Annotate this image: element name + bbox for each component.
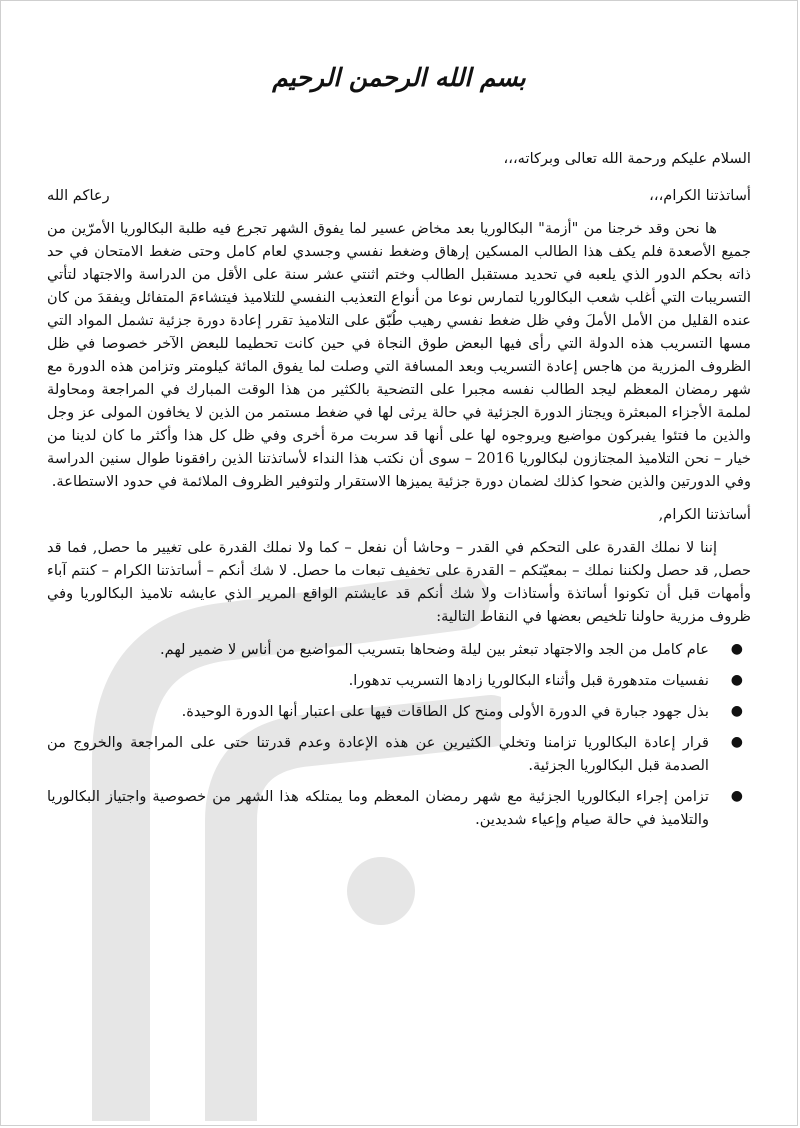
paragraph-1: ها نحن وقد خرجنا من "أزمة" البكالوريا بعد مخاض عسير لما يفوق الشهر تجرع فيه طلبة البكالوريا الأمرّين من جميع الأصعدة فلم يكف هذا الطالب المسكين إرهاق وضغط نفسي وجسدي لعام كامل وحتى ضغط الامتحان في حد ذاته بحكم الدور الذي يلعبه في تحديد مستقبل الطالب وختم اثنتي عشر سنة على الأقل من الدراسة والاجتهاد لتأتي التسريبات التي أغلب شعب البكالوريا لتمارس نوعا من أنواع التعذيب النفسي للتلاميذ فيتشاءمَ المتفائل ويفقدَ من كان عنده القليل من الأمل الأملَ وفي ظل ضغط نفسي رهيب طُبّق على التلاميذ تقرر إعادة دورة جزئية تشمل المواد التي مسها التسريب هذه الدولة التي رأى فيها البعض طوق النجاة في حين كانت تحطيما للبعض الآخر خصوصا في ظل الظروف المزرية من هاجس إعادة التسريب وبعد المسافة التي وصلت لما يفوق المائة كيلومتر وتزامن هذه الدورة مع شهر رمضان المعظم ليجد الطالب نفسه مجبرا على التضحية بالكثير من هذا الوقت المبارك في المراجعة ومحاولة لملمة الأجزاء المبعثرة ويجتاز الدورة الجزئية في حالة يرثى لها في ضغط مستمر من الذين لا يخافون المولى عز وجل والذين ما فتئوا يفبركون مواضيع ويروجوه لها على أنها قد سربت مرة أخرى وفي ظل كل هذا وأكثر ما كان لدينا من خيار – نحن التلاميذ المجتازون لبكالوريا 2016 – سوى أن نكتب هذا النداء لأساتذتنا الذين رافقونا طوال سنين الدراسة وفي الدورتين والذين ضحوا كذلك لضمان دورة جزئية يميزها الاستقرار ولتوفير الظروف الملائمة في حدود الاستطاعة. [47,220,752,490]
address-blessing: رعاكم الله [47,187,110,204]
list-item: ● نفسيات متدهورة قبل وأثناء البكالوريا زادها التسريب تدهورا. [47,669,709,692]
bullet-icon: ● [730,734,743,750]
address-row [47,184,751,207]
basmala-heading: بسم الله الرحمن الرحيم [272,63,526,92]
address-salutation-2: أساتذتنا الكرام, [658,506,751,523]
list-item: ● بذل جهود جبارة في الدورة الأولى ومنح كل الطاقات فيها على اعتبار أنها الدورة الوحيدة. [47,700,709,723]
points-list [47,638,751,831]
list-item: ● عام كامل من الجد والاجتهاد تبعثر بين ليلة وضحاها بتسريب المواضيع من أناس لا ضمير لهم. [47,638,709,661]
greeting-line: السلام عليكم ورحمة الله تعالى وبركاته،،، [503,150,751,167]
bullet-icon: ● [730,672,743,688]
list-item: ● قرار إعادة البكالوريا تزامنا وتخلي الكثيرين عن هذه الإعادة وعدم قدرتنا حتى على المراجعة والخروج من الصدمة قبل البكالوريا الجزئية. [47,731,709,777]
list-item: ● تزامن إجراء البكالوريا الجزئية مع شهر رمضان المعظم وما يمتلكه هذا الشهر من خصوصية واجتياز البكالوريا والتلاميذ في حالة صيام وإعياء شديدين. [47,785,709,831]
bullet-icon: ● [730,703,743,719]
letter-body [47,41,751,839]
bullet-icon: ● [730,641,743,657]
address-salutation: أساتذتنا الكرام،،، [649,187,751,204]
paragraph-2: إننا لا نملك القدرة على التحكم في القدر – وحاشا أن نفعل – كما ولا نملك القدرة على تغيير ما حصل, فما قد حصل, قد حصل ولكننا نملك – بمعيّتكم – القدرة على تخفيف تبعات ما حصل. لا شك أنكم – أساتذتنا الكرام – كنتم آباء وأمهات قبل أن تكونوا أساتذة وأستاذات ولا شك أنكم قد عايشتم الواقع المرير الذي عايشه تلاميذ البكالوريا وفي ظروف مزرية حاولنا تلخيص بعضها في النقاط التالية: [47,539,751,625]
bullet-icon: ● [730,788,743,804]
